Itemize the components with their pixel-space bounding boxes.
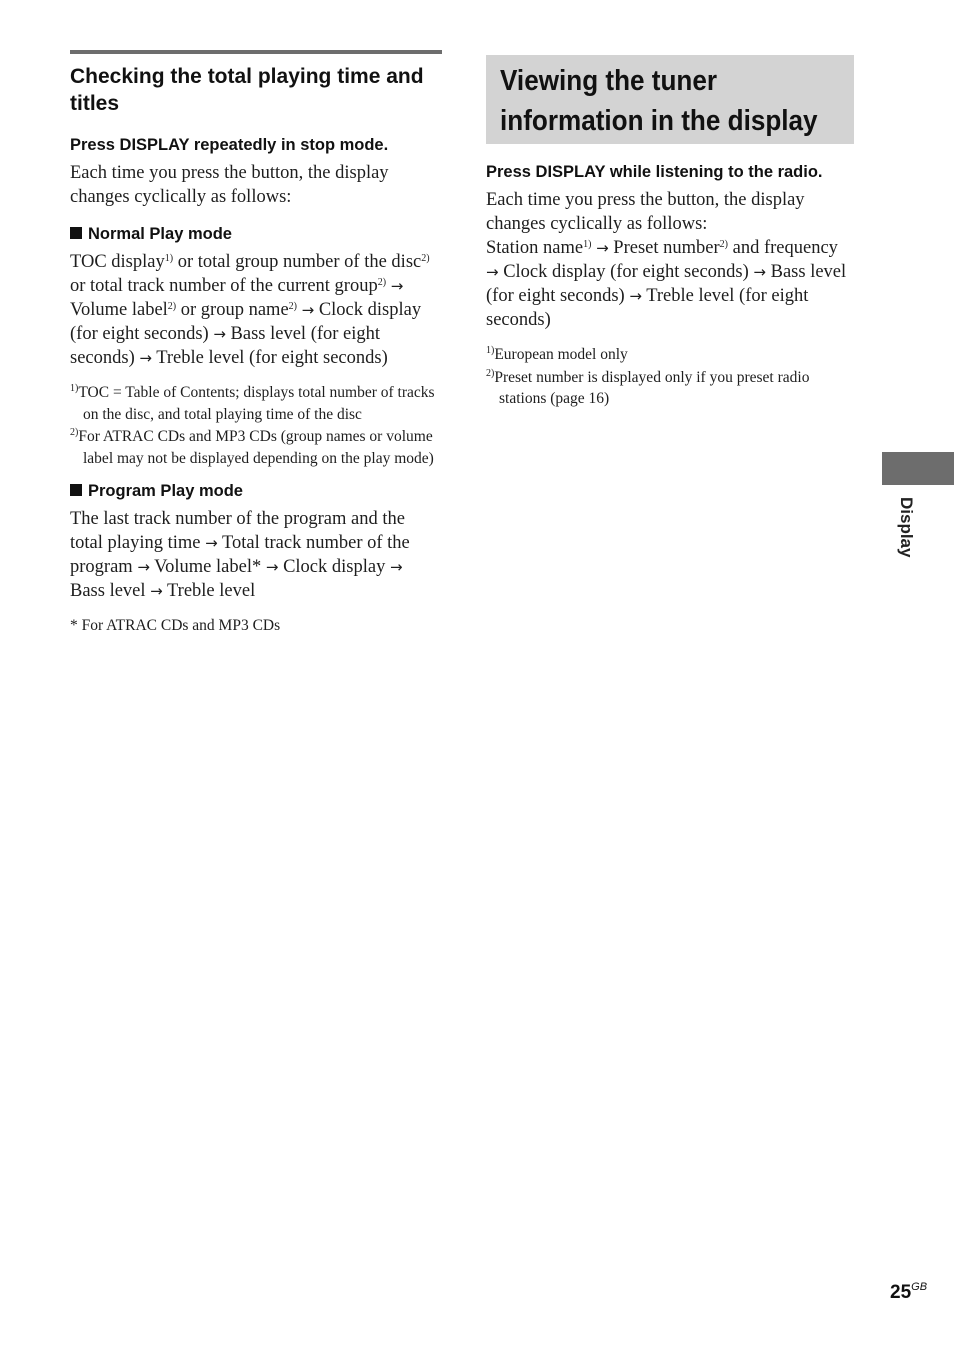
program-play-sequence xyxy=(70,507,442,603)
footnote-1 xyxy=(70,382,442,425)
side-tab-label xyxy=(889,497,919,577)
arrow-right-icon: → xyxy=(301,301,315,319)
footnote-text: European model only xyxy=(494,346,628,363)
side-tab-text: Display xyxy=(897,497,916,558)
arrow-right-icon: → xyxy=(137,558,150,576)
normal-play-sequence xyxy=(70,250,442,370)
footnote-text: Preset number is displayed only if you preset radio stations (page 16) xyxy=(494,368,810,407)
intro-paragraph: Each time you press the button, the display changes cyclically as follows: xyxy=(70,163,389,207)
footnote-ref: 2) xyxy=(167,301,177,312)
tuner-sequence xyxy=(486,236,854,332)
seq-text: Treble level xyxy=(162,581,256,601)
footnote-mark: 1) xyxy=(486,345,495,356)
seq-text: Preset number xyxy=(608,238,720,258)
footnote-ref: 2) xyxy=(288,301,297,312)
section-heading-total-time: Checking the total playing time and titles xyxy=(70,65,424,115)
footnote-ref: 2) xyxy=(719,239,728,250)
subheading-normal-play xyxy=(70,223,442,245)
seq-text: or group name xyxy=(176,300,289,320)
section-heading-tuner-line2: information in the display xyxy=(500,105,818,137)
seq-text: Clock display (for eight seconds) xyxy=(498,262,754,282)
footnote-ref: 2) xyxy=(421,253,430,264)
seq-text: or total group number of the disc xyxy=(173,252,422,272)
arrow-right-icon: → xyxy=(205,534,218,552)
section-heading-tuner-line1: Viewing the tuner xyxy=(500,65,718,97)
page-number-suffix: GB xyxy=(911,1281,928,1293)
arrow-right-icon: → xyxy=(390,277,404,295)
seq-text: and frequency xyxy=(727,238,838,258)
seq-text: Total track number of the program xyxy=(70,533,410,577)
seq-text: Volume label* xyxy=(149,557,266,577)
page-number xyxy=(890,1281,927,1304)
arrow-right-icon: → xyxy=(486,263,499,281)
footnote-ref: 1) xyxy=(583,239,592,250)
arrow-right-icon: → xyxy=(213,325,226,343)
instruction-stop-mode: Press DISPLAY repeatedly in stop mode. xyxy=(70,136,389,154)
subheading-program-play xyxy=(70,480,442,502)
intro-paragraph: Each time you press the button, the display changes cyclically as follows: xyxy=(486,190,805,234)
arrow-right-icon: → xyxy=(596,239,609,257)
arrow-right-icon: → xyxy=(753,263,766,281)
page-number-value: 25 xyxy=(890,1282,912,1303)
footnote-ref: 2) xyxy=(377,277,387,288)
right-column xyxy=(486,55,854,410)
square-bullet-icon xyxy=(70,227,82,239)
footnote-text: For ATRAC CDs and MP3 CDs (group names or volume label may not be displayed depending on the play mode) xyxy=(78,428,434,467)
section-heading-box xyxy=(486,55,854,144)
side-tab-marker xyxy=(882,452,954,485)
footnote-mark: 2) xyxy=(70,427,79,438)
arrow-right-icon: → xyxy=(265,558,279,576)
arrow-right-icon: → xyxy=(389,558,403,576)
seq-text: Station name xyxy=(486,238,584,258)
seq-text: Volume label xyxy=(70,300,168,320)
seq-text: Treble level (for eight seconds) xyxy=(151,348,388,368)
seq-text: Treble level (for eight seconds) xyxy=(486,286,809,330)
footnote-2 xyxy=(70,426,442,469)
instruction-radio: Press DISPLAY while listening to the radio. xyxy=(486,163,823,181)
left-column xyxy=(70,50,442,637)
arrow-right-icon: → xyxy=(150,582,163,600)
arrow-right-icon: → xyxy=(629,287,642,305)
seq-text: Clock display (for eight seconds) xyxy=(70,300,422,344)
square-bullet-icon xyxy=(70,484,82,496)
subheading-label: Normal Play mode xyxy=(88,225,232,243)
footnote-asterisk: * For ATRAC CDs and MP3 CDs xyxy=(70,617,281,634)
seq-text: The last track number of the program and the total playing time xyxy=(70,509,405,553)
seq-text: TOC display xyxy=(70,252,165,272)
seq-text: or total track number of the current group xyxy=(70,276,378,296)
footnote-mark: 1) xyxy=(70,383,79,394)
subheading-label: Program Play mode xyxy=(88,482,243,500)
seq-text: Bass level (for eight seconds) xyxy=(70,324,381,368)
footnote-ref: 1) xyxy=(164,253,174,264)
section-rule xyxy=(70,50,442,54)
footnote-mark: 2) xyxy=(486,367,495,379)
arrow-right-icon: → xyxy=(139,349,152,367)
seq-text: Bass level xyxy=(70,581,151,601)
footnote-2 xyxy=(486,367,854,410)
footnote-text: TOC = Table of Contents; displays total number of tracks on the disc, and total playing time of the disc xyxy=(78,384,435,423)
seq-text: Bass level (for eight seconds) xyxy=(486,262,847,306)
seq-text: Clock display xyxy=(278,557,390,577)
footnote-1 xyxy=(486,344,854,366)
